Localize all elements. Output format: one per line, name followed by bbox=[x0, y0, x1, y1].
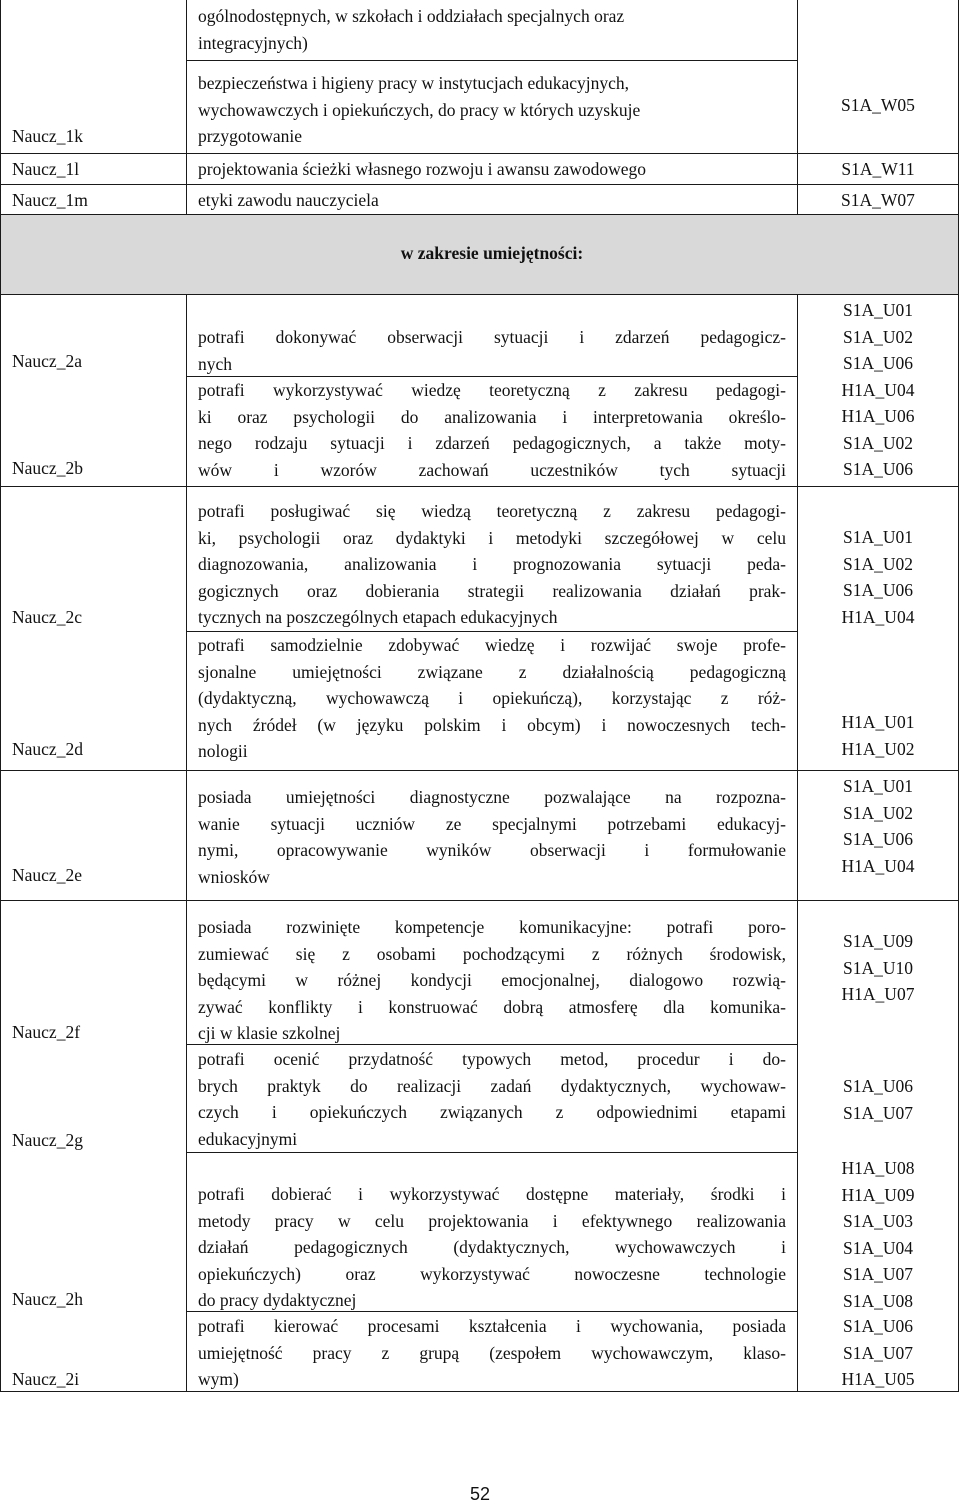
effect-codes bbox=[798, 92, 958, 119]
effect-code: S1A_U01 bbox=[842, 300, 913, 320]
description-line: projektowania ścieżki własnego rozwoju i awansu zawodowego bbox=[198, 159, 647, 179]
row-id: Naucz_2f bbox=[12, 1022, 81, 1042]
description-line: wów i wzorów zachowań uczestników tych sytuacji bbox=[198, 459, 786, 480]
description-line: bezpieczeństwa i higieny pracy w instytucjach edukacyjnych, bbox=[198, 73, 630, 93]
description-line: nego rodzaju sytuacji i zdarzeń pedagogicznych, a także moty- bbox=[198, 433, 786, 453]
row-border bbox=[0, 214, 958, 215]
description-line: (dydaktyczną, wychowawczą i opiekuńczą), korzystając z róż- bbox=[198, 688, 786, 708]
effect-code: S1A_U07 bbox=[842, 1102, 913, 1123]
effect-codes bbox=[798, 156, 958, 183]
row-id: Naucz_1l bbox=[12, 159, 80, 179]
effect-code: H1A_U02 bbox=[841, 738, 915, 759]
row-description bbox=[198, 632, 786, 765]
row-id: Naucz_2g bbox=[12, 1130, 83, 1150]
description-line: wym) bbox=[198, 1369, 239, 1389]
description-line: potrafi ocenić przydatność typowych metod, procedur i do- bbox=[198, 1049, 786, 1069]
effect-codes bbox=[798, 1073, 958, 1126]
section-heading: w zakresie umiejętności: bbox=[400, 243, 584, 263]
description-line: umiejętność pracy z grupą (zespołem wychowawczym, klaso- bbox=[198, 1342, 786, 1363]
description-line: wychowawczych i opiekuńczych, do pracy w których uzyskuje bbox=[198, 99, 641, 120]
row-border bbox=[0, 184, 958, 185]
column-divider-1b bbox=[186, 294, 187, 1392]
effect-code: S1A_U02 bbox=[842, 553, 913, 574]
row-id: Naucz_2h bbox=[12, 1289, 83, 1309]
row-description bbox=[198, 3, 786, 56]
table-border-left bbox=[0, 0, 1, 1392]
effect-code: S1A_U01 bbox=[842, 776, 913, 796]
row-description bbox=[198, 914, 786, 1047]
row-id: Naucz_2d bbox=[12, 739, 83, 759]
effect-code: S1A_U06 bbox=[842, 353, 913, 373]
description-line: sjonalne umiejętności związane z działalnością pedagogiczną bbox=[198, 661, 786, 682]
description-line: ki, psychologii oraz dydaktyki i metodyki szczegółowej w celu bbox=[198, 527, 786, 548]
table-border-right bbox=[958, 0, 959, 1392]
row-id: Naucz_2i bbox=[12, 1369, 80, 1389]
description-line: potrafi dokonywać obserwacji sytuacji i zdarzeń pedagogicz- bbox=[198, 327, 786, 347]
effect-code: S1A_U06 bbox=[842, 829, 913, 849]
description-line: diagnozowania, analizowania i prognozowania sytuacji peda- bbox=[198, 554, 786, 574]
row-description bbox=[198, 156, 786, 183]
effect-code: S1A_U06 bbox=[842, 580, 913, 600]
description-line: zywać konflikty i konstruować dobrą atmosferę dla komunika- bbox=[198, 996, 786, 1017]
description-line: metody pracy w celu projektowania i efektywnego realizowania bbox=[198, 1210, 786, 1231]
description-line: nych źródeł (w języku polskim i obcym) i nowoczesnych tech- bbox=[198, 714, 786, 735]
effect-code: S1A_U01 bbox=[842, 527, 913, 547]
effect-codes bbox=[798, 709, 958, 762]
effect-code: S1A_U06 bbox=[842, 459, 913, 479]
description-line: czych i opiekuńczych związanych z odpowiednimi etapami bbox=[198, 1102, 786, 1122]
row-description bbox=[198, 1181, 786, 1314]
effect-code: S1A_W11 bbox=[841, 159, 915, 179]
effect-code: H1A_U08 bbox=[841, 1158, 915, 1178]
effect-code: S1A_U04 bbox=[842, 1237, 913, 1258]
effect-code: S1A_W05 bbox=[841, 95, 915, 115]
row-description bbox=[198, 498, 786, 631]
description-line: ogólnodostępnych, w szkołach i oddziałach specjalnych oraz bbox=[198, 6, 625, 26]
row-border bbox=[186, 60, 797, 61]
description-line: integracyjnych) bbox=[198, 32, 308, 53]
row-description bbox=[198, 70, 786, 150]
description-line: posiada rozwinięte kompetencje komunikacyjne: potrafi poro- bbox=[198, 917, 786, 937]
row-description bbox=[198, 377, 786, 510]
effect-codes bbox=[798, 1313, 958, 1393]
effect-codes bbox=[798, 928, 958, 1008]
description-line: wanie sytuacji uczniów ze specjalnymi potrzebami edukacyj- bbox=[198, 813, 786, 834]
effect-code: S1A_U09 bbox=[842, 931, 913, 951]
effect-code: H1A_U06 bbox=[841, 406, 915, 426]
description-line: cji w klasie szkolnej bbox=[198, 1023, 341, 1043]
effect-code: S1A_W07 bbox=[841, 190, 915, 210]
description-line: potrafi kierować procesami kształcenia i wychowania, posiada bbox=[198, 1316, 786, 1336]
description-line: do pracy dydaktycznej bbox=[198, 1290, 357, 1310]
description-line: potrafi wykorzystywać wiedzę teoretyczną z zakresu pedagogi- bbox=[198, 380, 786, 400]
description-line: posiada umiejętności diagnostyczne pozwalające na rozpozna- bbox=[198, 787, 786, 807]
page-number: 52 bbox=[469, 1484, 491, 1504]
description-line: wniosków bbox=[198, 866, 270, 887]
description-line: ki oraz psychologii do analizowania i interpretowania określo- bbox=[198, 406, 786, 427]
row-id: Naucz_2e bbox=[12, 865, 82, 885]
row-id: Naucz_2a bbox=[12, 351, 82, 371]
row-description bbox=[198, 784, 786, 890]
description-line: brych praktyk do realizacji zadań dydaktycznych, wychowaw- bbox=[198, 1075, 786, 1096]
row-description bbox=[198, 1313, 786, 1393]
effect-code: S1A_U02 bbox=[842, 326, 913, 347]
description-line: przygotowanie bbox=[198, 126, 302, 146]
effect-codes bbox=[798, 773, 958, 879]
effect-code: H1A_U04 bbox=[841, 606, 915, 627]
row-description bbox=[198, 324, 786, 377]
effect-code: S1A_U07 bbox=[842, 1342, 913, 1363]
row-border bbox=[0, 294, 958, 295]
description-line: nymi, opracowywanie wyników obserwacji i formułowanie bbox=[198, 840, 786, 860]
description-line: gogicznych oraz dobierania strategii realizowania działań prak- bbox=[198, 580, 786, 601]
effect-codes bbox=[798, 524, 958, 630]
effect-codes bbox=[798, 297, 958, 483]
description-line: nologii bbox=[198, 741, 248, 761]
effect-code: S1A_U10 bbox=[842, 957, 913, 978]
row-id: Naucz_1k bbox=[12, 126, 83, 146]
effect-code: S1A_U06 bbox=[842, 1316, 913, 1336]
effect-codes bbox=[798, 187, 958, 214]
row-id: Naucz_2c bbox=[12, 607, 82, 627]
effect-code: S1A_U07 bbox=[842, 1264, 913, 1284]
row-description bbox=[198, 187, 786, 214]
effect-code: H1A_U04 bbox=[841, 855, 915, 876]
description-line: potrafi dobierać i wykorzystywać dostępne materiały, środki i bbox=[198, 1184, 786, 1204]
effect-code: S1A_U03 bbox=[842, 1211, 913, 1231]
description-line: działań pedagogicznych (dydaktycznych, wychowawczych i bbox=[198, 1237, 786, 1257]
description-line: opiekuńczych) oraz wykorzystywać nowoczesne technologie bbox=[198, 1263, 786, 1284]
row-border bbox=[186, 1152, 797, 1153]
column-divider-1 bbox=[186, 0, 187, 214]
row-id: Naucz_1m bbox=[12, 190, 88, 210]
description-line: tycznych na poszczególnych etapach edukacyjnych bbox=[198, 607, 558, 627]
description-line: potrafi samodzielnie zdobywać wiedzę i rozwijać swoje profe- bbox=[198, 635, 786, 655]
description-line: etyki zawodu nauczyciela bbox=[198, 190, 379, 210]
description-line: będącymi w różnej kondycji emocjonalnej, dialogowo rozwią- bbox=[198, 970, 786, 990]
description-line: edukacyjnymi bbox=[198, 1128, 298, 1149]
effect-code: H1A_U01 bbox=[841, 712, 915, 732]
effect-code: H1A_U05 bbox=[841, 1369, 915, 1389]
description-line: potrafi posługiwać się wiedzą teoretyczną z zakresu pedagogi- bbox=[198, 501, 786, 521]
row-border bbox=[0, 153, 958, 154]
effect-code: H1A_U07 bbox=[841, 984, 915, 1004]
effect-code: S1A_U02 bbox=[842, 802, 913, 823]
row-description bbox=[198, 1046, 786, 1152]
effect-code: H1A_U09 bbox=[841, 1184, 915, 1205]
row-id: Naucz_2b bbox=[12, 458, 83, 478]
row-border bbox=[0, 900, 958, 901]
effect-code: H1A_U04 bbox=[841, 379, 915, 400]
effect-codes bbox=[798, 1155, 958, 1314]
row-border bbox=[0, 770, 958, 771]
effect-code: S1A_U02 bbox=[842, 432, 913, 453]
description-line: nych bbox=[198, 353, 233, 374]
effect-code: S1A_U06 bbox=[842, 1076, 913, 1096]
effect-code: S1A_U08 bbox=[842, 1290, 913, 1311]
description-line: zumiewać się z osobami pochodzącymi z różnych środowisk, bbox=[198, 943, 786, 964]
